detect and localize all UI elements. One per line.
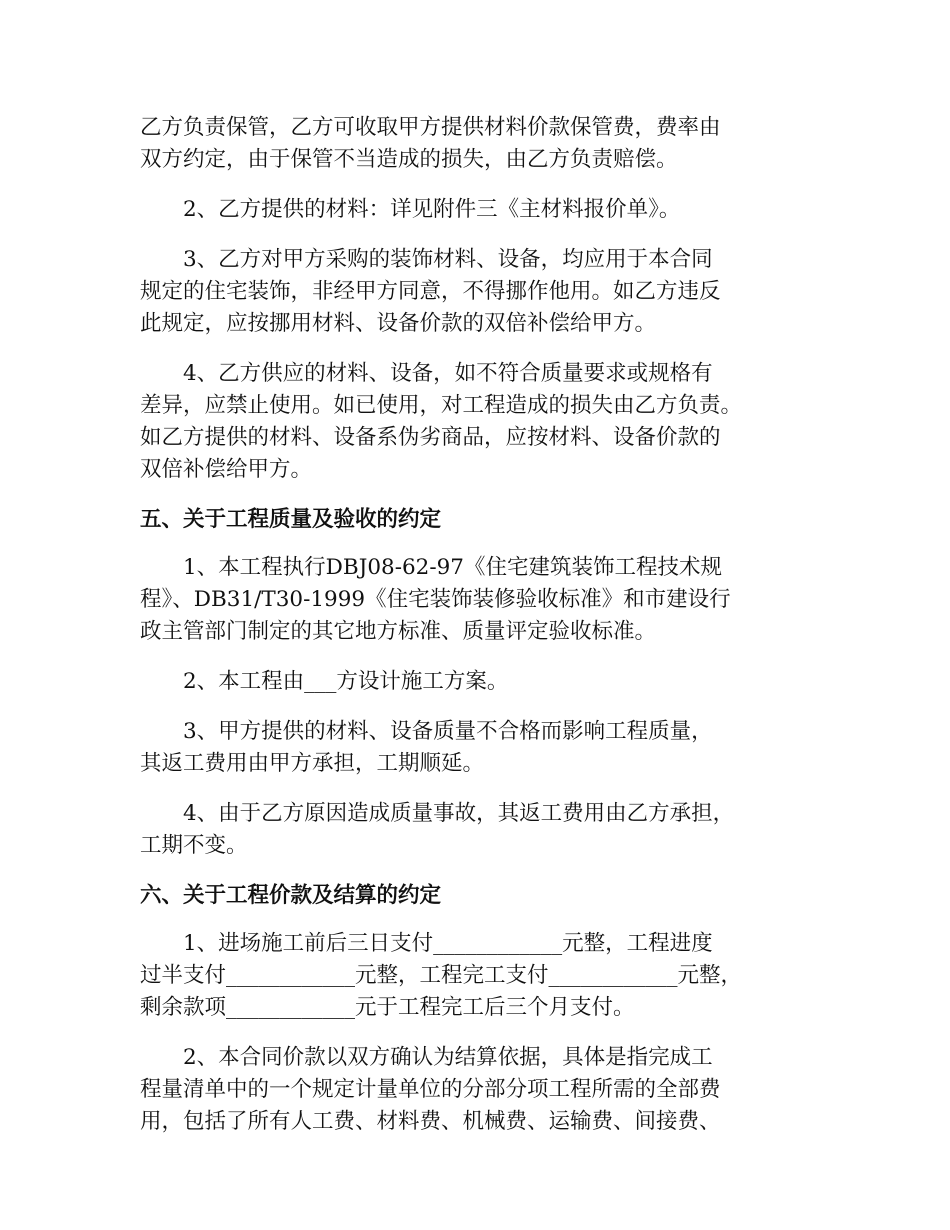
section-heading-payment: 六、关于工程价款及结算的约定 xyxy=(140,883,442,908)
document-body xyxy=(140,112,830,1156)
paragraph-material-custody: 乙方负责保管，乙方可收取甲方提供材料价款保管费，费率由 双方约定，由于保管不当造成的损失，由乙方负责赔偿。 xyxy=(140,115,721,172)
paragraph-settlement-basis: 2、本合同价款以双方确认为结算依据，具体是指完成工 程量清单中的一个规定计量单位的分部分项工程所需的全部费 用，包括了所有人工费、材料费、机械费、运输费、间接费、 xyxy=(140,1045,721,1134)
paragraph-material-use: 3、乙方对甲方采购的装饰材料、设备，均应用于本合同 规定的住宅装饰，非经甲方同意，不得挪作他用。如乙方违反 此规定，应按挪用材料、设备价款的双倍补偿给甲方。 xyxy=(140,247,721,336)
paragraph-payment-schedule: 1、进场施工前后三日支付____________元整，工程进度 过半支付____________元整，工程完工支付____________元整， 剩余款项____________元于工程完工后三个月支付。 xyxy=(140,931,743,1020)
paragraph-rework-party-b: 4、由于乙方原因造成质量事故，其返工费用由乙方承担， 工期不变。 xyxy=(140,801,735,858)
paragraph-supplied-materials: 2、乙方提供的材料：详见附件三《主材料报价单》。 xyxy=(140,197,681,222)
paragraph-standards: 1、本工程执行DBJ08-62-97《住宅建筑装饰工程技术规 程》、DB31/T30-1999《住宅装饰装修验收标准》和市建设行 政主管部门制定的其它地方标准、质量评定验收标准。 xyxy=(140,555,731,644)
paragraph-material-quality: 4、乙方供应的材料、设备，如不符合质量要求或规格有 差异，应禁止使用。如已使用，对工程造成的损失由乙方负责。 如乙方提供的材料、设备系伪劣商品，应按材料、设备价款的 双倍补偿给甲方。 xyxy=(140,361,743,482)
paragraph-rework-party-a: 3、甲方提供的材料、设备质量不合格而影响工程质量， 其返工费用由甲方承担，工期顺延。 xyxy=(140,719,713,776)
section-heading-quality: 五、关于工程质量及验收的约定 xyxy=(140,507,442,532)
paragraph-design-party: 2、本工程由___方设计施工方案。 xyxy=(140,669,509,694)
